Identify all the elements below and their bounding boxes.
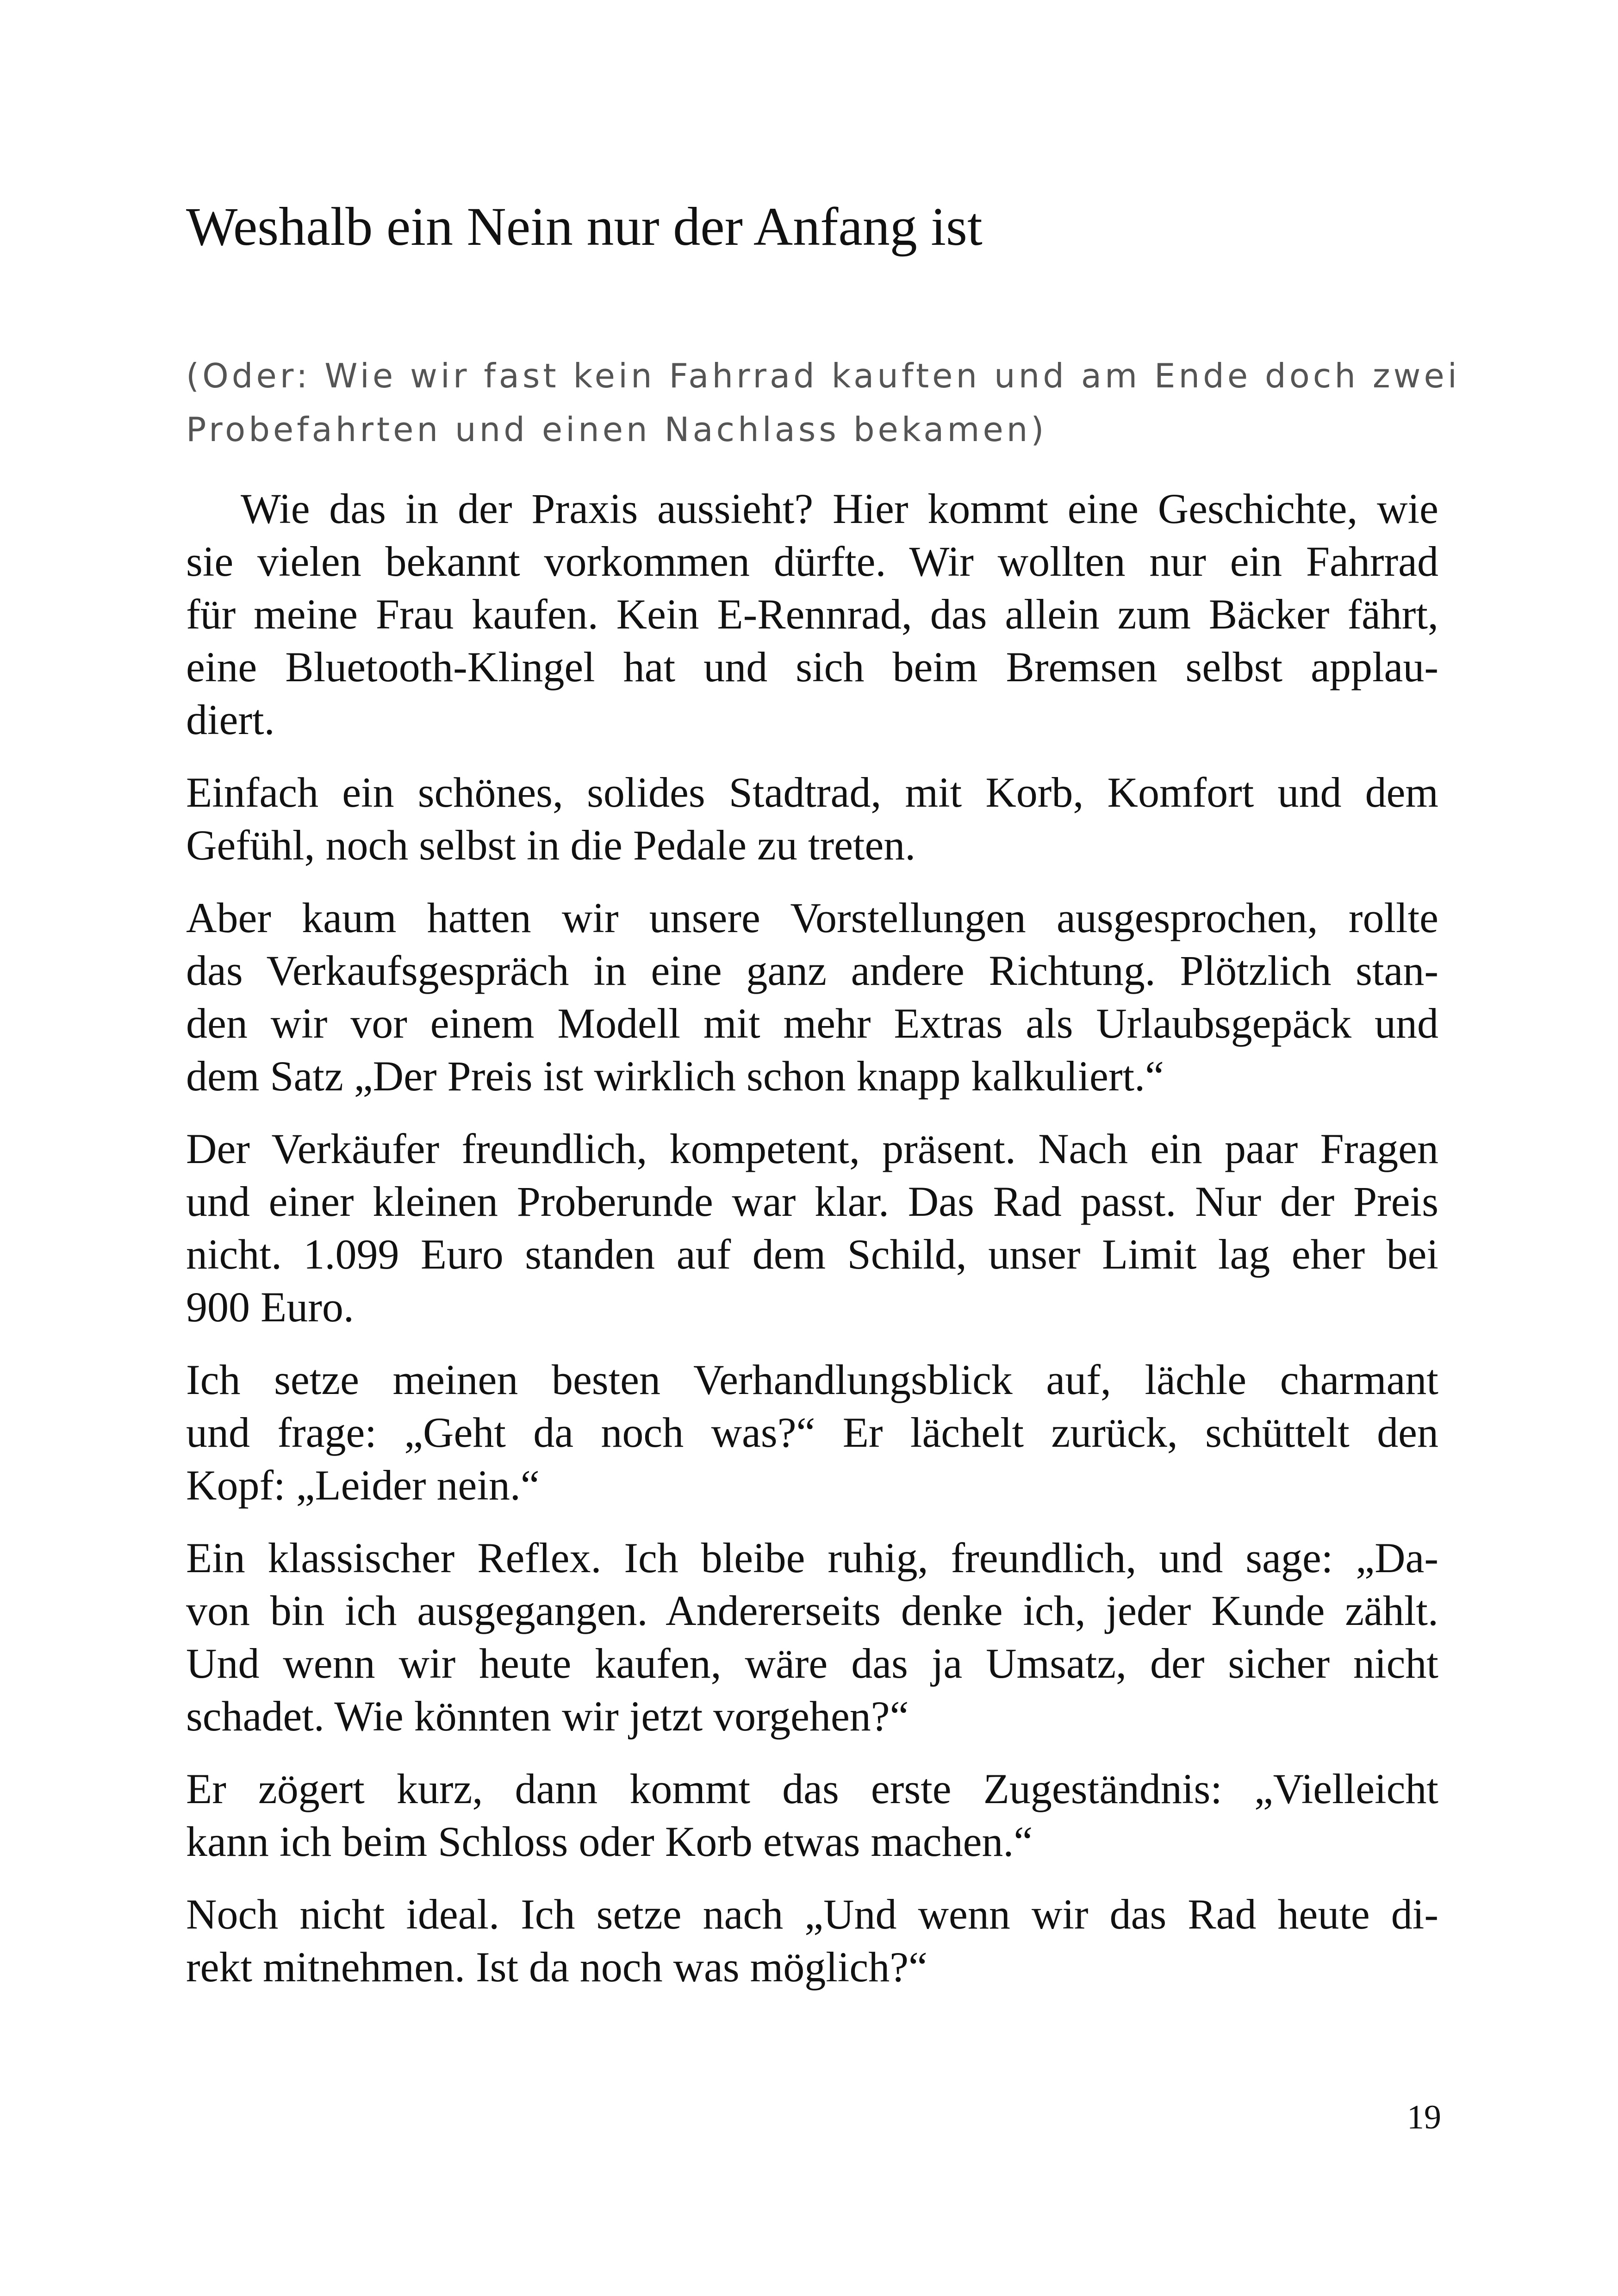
text-line: Gefühl, noch selbst in die Pedale zu treten. [186, 821, 916, 869]
text-line: und einer kleinen Proberunde war klar. Das Rad passt. Nur der Preis [186, 1178, 1438, 1225]
text-line: nicht. 1.099 Euro standen auf dem Schild, unser Limit lag eher bei [186, 1231, 1438, 1278]
text-line: das Verkaufsgespräch in eine ganz andere Richtung. Plötzlich stan- [186, 947, 1438, 994]
text-line: Und wenn wir heute kaufen, wäre das ja Umsatz, der sicher nicht [186, 1640, 1438, 1687]
page-content [186, 194, 1460, 2013]
text-line: Ein klassischer Reflex. Ich bleibe ruhig, freundlich, und sage: „Da- [186, 1534, 1438, 1581]
text-line: den wir vor einem Modell mit mehr Extras als Urlaubsgepäck und [186, 1000, 1438, 1047]
text-line: Wie das in der Praxis aussieht? Hier kommt eine Geschichte, wie [241, 485, 1438, 532]
chapter-title: Weshalb ein Nein nur der Anfang ist [186, 196, 983, 257]
body-text [186, 482, 1438, 1993]
text-line: diert. [186, 696, 275, 743]
paragraph [186, 1531, 1438, 1742]
text-line: Er zögert kurz, dann kommt das erste Zugeständnis: „Vielleicht [186, 1765, 1438, 1812]
text-line: Aber kaum hatten wir unsere Vorstellungen ausgesprochen, rollte [186, 894, 1438, 941]
text-line: schadet. Wie könnten wir jetzt vorgehen?“ [186, 1692, 909, 1740]
paragraph [186, 1762, 1438, 1868]
chapter-subtitle [186, 349, 1460, 456]
paragraph [186, 482, 1438, 746]
paragraph [186, 891, 1438, 1102]
text-line: Ich setze meinen besten Verhandlungsblick auf, lächle charmant [186, 1356, 1438, 1403]
text-line: für meine Frau kaufen. Kein E-Rennrad, das allein zum Bäcker fährt, [186, 591, 1438, 638]
page-number: 19 [1407, 2098, 1441, 2136]
text-line: sie vielen bekannt vorkommen dürfte. Wir wollten nur ein Fahrrad [186, 538, 1438, 585]
paragraph [186, 766, 1438, 871]
subtitle-line: (Oder: Wie wir fast kein Fahrrad kauften und am Ende doch zwei [186, 356, 1460, 395]
paragraph [186, 1353, 1438, 1512]
text-line: rekt mitnehmen. Ist da noch was möglich?“ [186, 1943, 927, 1991]
text-line: Noch nicht ideal. Ich setze nach „Und wenn wir das Rad heute di- [186, 1891, 1438, 1938]
text-line: dem Satz „Der Preis ist wirklich schon knapp kalkuliert.“ [186, 1052, 1164, 1100]
text-line: von bin ich ausgegangen. Andererseits denke ich, jeder Kunde zählt. [186, 1587, 1438, 1634]
text-line: Einfach ein schönes, solides Stadtrad, mit Korb, Komfort und dem [186, 769, 1438, 816]
paragraph [186, 1888, 1438, 1993]
text-line: Kopf: „Leider nein.“ [186, 1462, 540, 1509]
paragraph [186, 1122, 1438, 1333]
text-line: und frage: „Geht da noch was?“ Er lächelt zurück, schüttelt den [186, 1409, 1438, 1456]
text-line: 900 Euro. [186, 1283, 354, 1331]
subtitle-line: Probefahrten und einen Nachlass bekamen) [186, 410, 1047, 449]
text-line: Der Verkäufer freundlich, kompetent, präsent. Nach ein paar Fragen [186, 1125, 1438, 1172]
text-line: eine Bluetooth-Klingel hat und sich beim Bremsen selbst applau- [186, 643, 1438, 691]
text-line: kann ich beim Schloss oder Korb etwas machen.“ [186, 1818, 1033, 1865]
